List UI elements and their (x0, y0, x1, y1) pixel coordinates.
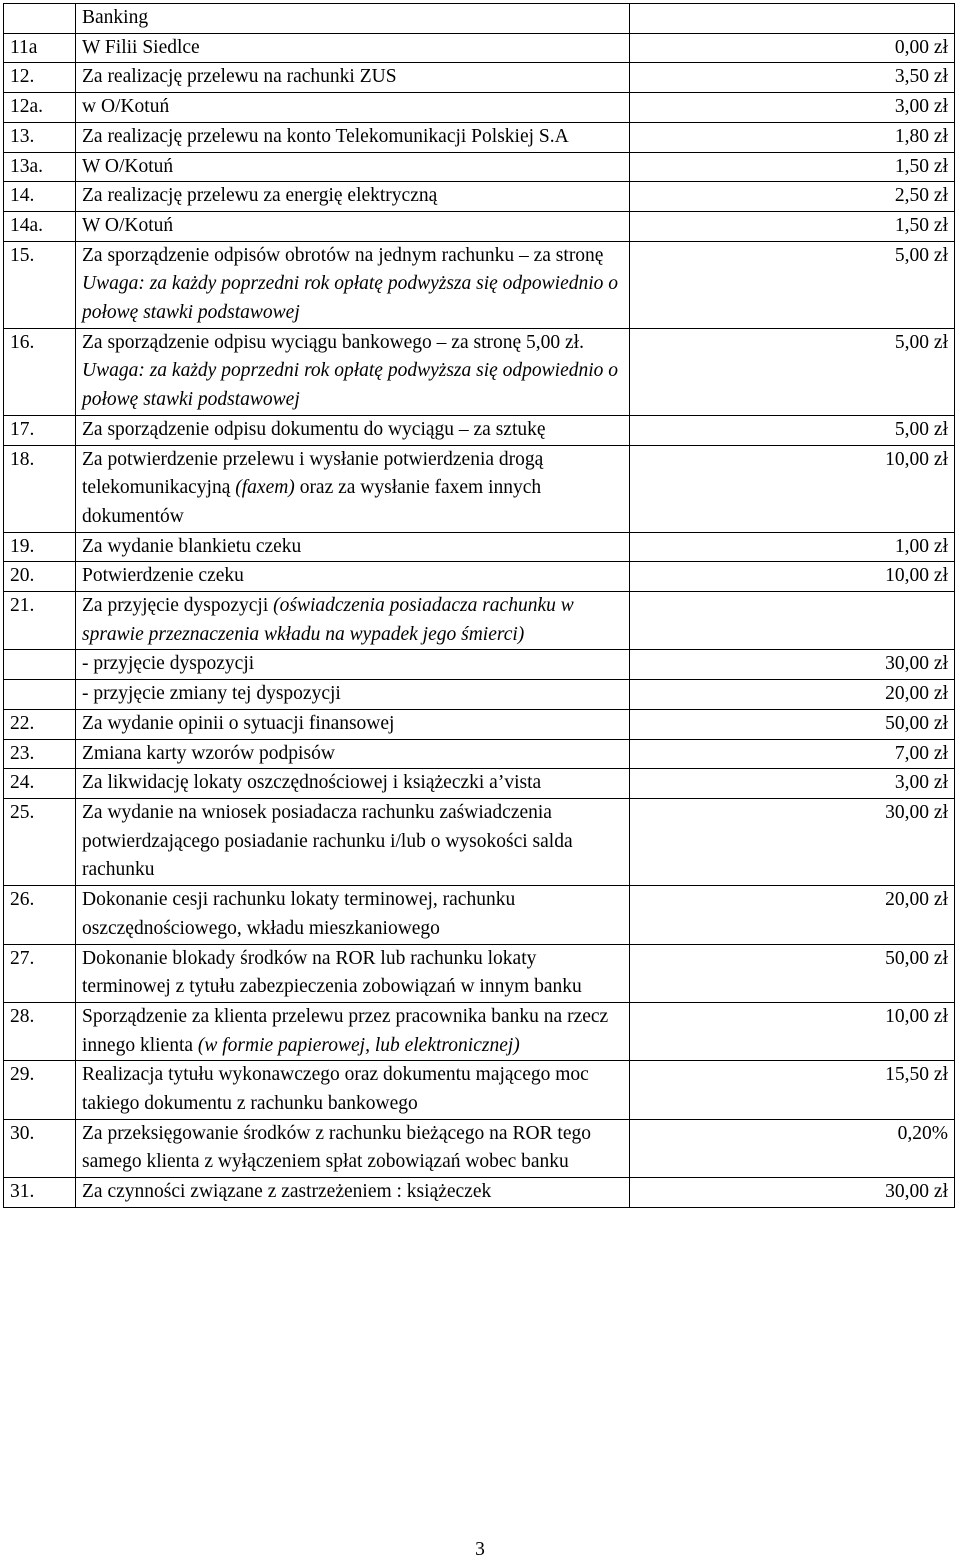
row-description-text: Za przyjęcie dyspozycji (82, 595, 269, 617)
row-description-text: Za sporządzenie odpisu wyciągu bankowego – za stronę 5,00 zł. (82, 331, 584, 353)
row-amount: 0,00 zł (630, 33, 955, 63)
row-amount: 2,50 zł (630, 182, 955, 212)
row-number: 26. (4, 886, 76, 944)
row-description (76, 1002, 630, 1060)
table-row (4, 680, 955, 710)
table-row (4, 650, 955, 680)
row-description: Banking (76, 4, 630, 34)
row-amount: 20,00 zł (630, 886, 955, 944)
row-description: Za likwidację lokaty oszczędnościowej i książeczki a’vista (76, 769, 630, 799)
row-description: Za realizację przelewu na rachunki ZUS (76, 63, 630, 93)
table-row (4, 532, 955, 562)
row-description: Realizacja tytułu wykonawczego oraz dokumentu mającego moc takiego dokumentu z rachunku bankowego (76, 1061, 630, 1119)
table-row (4, 798, 955, 885)
row-description: Za wydanie opinii o sytuacji finansowej (76, 709, 630, 739)
row-description: Za realizację przelewu za energię elektryczną (76, 182, 630, 212)
table-row (4, 739, 955, 769)
row-description-italic: (w formie papierowej, lub elektronicznej) (197, 1034, 520, 1056)
row-description: Zmiana karty wzorów podpisów (76, 739, 630, 769)
table-row (4, 592, 955, 650)
row-description-text: oraz za wysłanie faxem innych dokumentów (82, 477, 542, 527)
row-description-text: Sporządzenie za klienta przelewu przez pracownika banku na rzecz innego klienta (82, 1005, 609, 1056)
row-description (76, 328, 630, 415)
row-amount: 0,20% (630, 1119, 955, 1177)
row-amount: 1,50 zł (630, 211, 955, 241)
table-row (4, 1061, 955, 1119)
row-amount: 30,00 zł (630, 1178, 955, 1208)
row-description: Za sporządzenie odpisu dokumentu do wyciągu – za sztukę (76, 415, 630, 445)
table-row (4, 769, 955, 799)
table-row (4, 445, 955, 532)
row-description (76, 445, 630, 532)
row-description: w O/Kotuń (76, 93, 630, 123)
table-row (4, 562, 955, 592)
row-number: 28. (4, 1002, 76, 1060)
row-description-italic: (oświadczenia posiadacza rachunku w sprawie przeznaczenia wkładu na wypadek jego śmierci) (82, 595, 574, 645)
row-amount: 15,50 zł (630, 1061, 955, 1119)
row-number: 13. (4, 122, 76, 152)
row-amount: 10,00 zł (630, 445, 955, 532)
row-amount: 10,00 zł (630, 1002, 955, 1060)
table-row (4, 1178, 955, 1208)
row-amount: 1,00 zł (630, 532, 955, 562)
row-description (76, 241, 630, 328)
table-row (4, 886, 955, 944)
row-number (4, 650, 76, 680)
table-row (4, 709, 955, 739)
row-description: - przyjęcie zmiany tej dyspozycji (76, 680, 630, 710)
row-number (4, 4, 76, 34)
row-number: 16. (4, 328, 76, 415)
row-amount: 5,00 zł (630, 241, 955, 328)
row-description: Potwierdzenie czeku (76, 562, 630, 592)
row-number: 19. (4, 532, 76, 562)
row-number: 18. (4, 445, 76, 532)
row-amount: 3,00 zł (630, 93, 955, 123)
fee-table-body (4, 4, 955, 1208)
row-amount (630, 592, 955, 650)
row-number: 21. (4, 592, 76, 650)
page-number: 3 (475, 1539, 485, 1560)
row-amount (630, 4, 955, 34)
row-description: W O/Kotuń (76, 211, 630, 241)
row-description (76, 592, 630, 650)
row-number: 24. (4, 769, 76, 799)
row-amount: 30,00 zł (630, 798, 955, 885)
table-row (4, 4, 955, 34)
row-number: 27. (4, 944, 76, 1002)
row-description: - przyjęcie dyspozycji (76, 650, 630, 680)
row-amount: 3,50 zł (630, 63, 955, 93)
row-description: Za realizację przelewu na konto Telekomunikacji Polskiej S.A (76, 122, 630, 152)
fee-table (3, 3, 955, 1208)
table-row (4, 93, 955, 123)
row-number: 14. (4, 182, 76, 212)
row-number: 25. (4, 798, 76, 885)
table-row (4, 328, 955, 415)
row-number: 12. (4, 63, 76, 93)
table-row (4, 1002, 955, 1060)
row-number: 11a (4, 33, 76, 63)
row-amount: 50,00 zł (630, 709, 955, 739)
row-description: Dokonanie blokady środków na ROR lub rachunku lokaty terminowej z tytułu zabezpieczenia zobowiązań w innym banku (76, 944, 630, 1002)
row-number: 29. (4, 1061, 76, 1119)
row-number: 30. (4, 1119, 76, 1177)
table-row (4, 152, 955, 182)
table-row (4, 33, 955, 63)
row-number: 12a. (4, 93, 76, 123)
table-row (4, 415, 955, 445)
row-description: Dokonanie cesji rachunku lokaty terminowej, rachunku oszczędnościowego, wkładu mieszkaniowego (76, 886, 630, 944)
row-amount: 10,00 zł (630, 562, 955, 592)
row-amount: 50,00 zł (630, 944, 955, 1002)
row-amount: 7,00 zł (630, 739, 955, 769)
row-note: Uwaga: za każdy poprzedni rok opłatę podwyższa się odpowiednio o połowę stawki podstawowej (82, 360, 619, 411)
row-number (4, 680, 76, 710)
row-description: Za wydanie na wniosek posiadacza rachunku zaświadczenia potwierdzającego posiadanie rachunku i/lub o wysokości salda rachunku (76, 798, 630, 885)
row-description: W Filii Siedlce (76, 33, 630, 63)
table-row (4, 1119, 955, 1177)
table-row (4, 241, 955, 328)
table-row (4, 63, 955, 93)
row-number: 17. (4, 415, 76, 445)
row-amount: 3,00 zł (630, 769, 955, 799)
row-number: 23. (4, 739, 76, 769)
table-row (4, 944, 955, 1002)
row-number: 31. (4, 1178, 76, 1208)
row-description: W O/Kotuń (76, 152, 630, 182)
row-number: 14a. (4, 211, 76, 241)
row-amount: 5,00 zł (630, 328, 955, 415)
row-note: Uwaga: za każdy poprzedni rok opłatę podwyższa się odpowiednio o połowę stawki podstawowej (82, 273, 619, 324)
row-number: 15. (4, 241, 76, 328)
row-description-italic: (faxem) (235, 477, 295, 499)
row-description: Za przeksięgowanie środków z rachunku bieżącego na ROR tego samego klienta z wyłączeniem spłat zobowiązań wobec banku (76, 1119, 630, 1177)
row-amount: 30,00 zł (630, 650, 955, 680)
row-description-text: Za sporządzenie odpisów obrotów na jednym rachunku – za stronę (82, 244, 604, 266)
row-number: 20. (4, 562, 76, 592)
row-description: Za czynności związane z zastrzeżeniem : książeczek (76, 1178, 630, 1208)
row-number: 13a. (4, 152, 76, 182)
row-description: Za wydanie blankietu czeku (76, 532, 630, 562)
row-amount: 1,80 zł (630, 122, 955, 152)
row-amount: 5,00 zł (630, 415, 955, 445)
table-row (4, 122, 955, 152)
table-row (4, 182, 955, 212)
row-description-text: Za potwierdzenie przelewu i wysłanie potwierdzenia drogą telekomunikacyjną (82, 448, 544, 499)
row-amount: 20,00 zł (630, 680, 955, 710)
row-amount: 1,50 zł (630, 152, 955, 182)
table-row (4, 211, 955, 241)
row-number: 22. (4, 709, 76, 739)
